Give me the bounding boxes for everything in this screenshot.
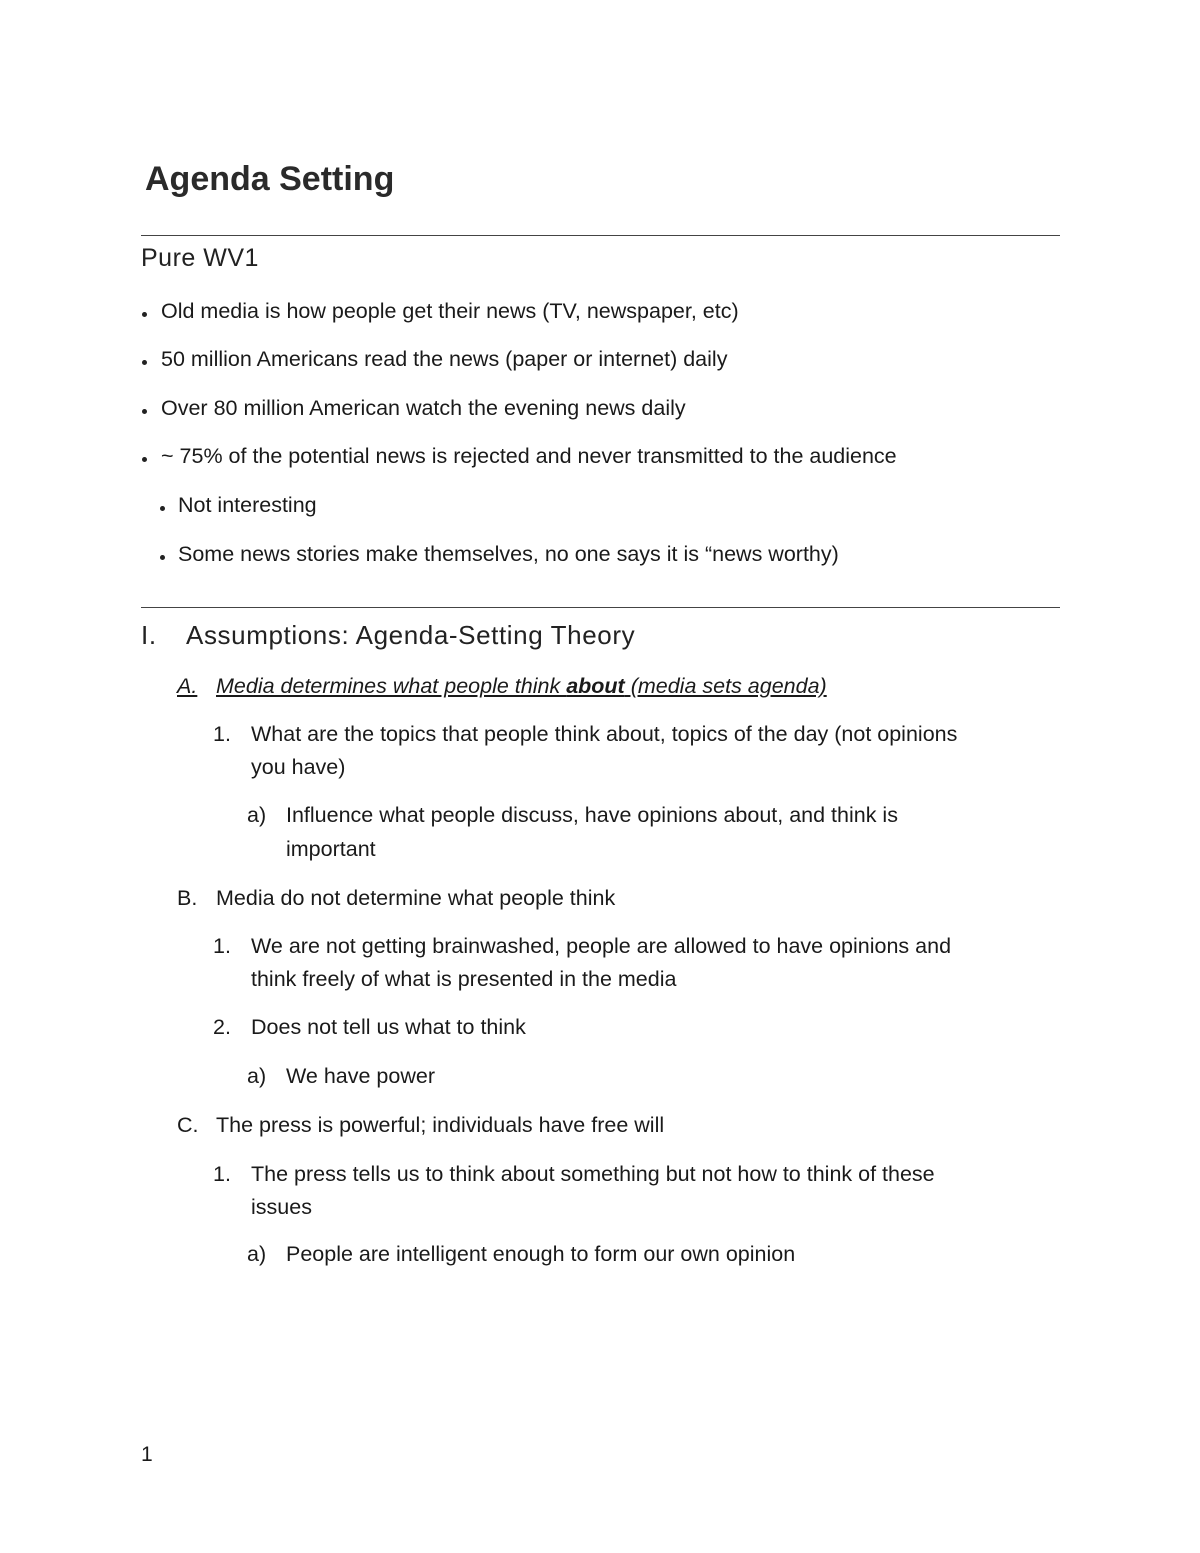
outline-label-c: C.: [177, 1113, 199, 1137]
outline-label-b: B.: [177, 886, 198, 910]
outline-text: issues: [251, 1195, 312, 1219]
bullet-item: 50 million Americans read the news (paper or internet) daily: [161, 347, 728, 371]
bullet-icon: [142, 409, 147, 414]
outline-text: We have power: [286, 1064, 435, 1088]
outline-num: 1.: [213, 934, 231, 958]
outline-num: 1.: [213, 722, 231, 746]
bullet-icon: [160, 555, 165, 560]
outline-label-a: A.: [177, 674, 198, 698]
outline-item-b: Media do not determine what people think: [216, 886, 616, 910]
sub-bullet-item: Some news stories make themselves, no one says it is “news worthy): [178, 542, 839, 566]
sub-bullet-item: Not interesting: [178, 493, 317, 517]
outline-text: People are intelligent enough to form our own opinion: [286, 1242, 796, 1266]
bullet-icon: [142, 457, 147, 462]
outline-item-c: The press is powerful; individuals have free will: [216, 1113, 665, 1137]
outline-item-a: [216, 674, 827, 699]
bullet-icon: [160, 506, 165, 511]
outline-item-a-text-end: (media sets agenda): [624, 674, 827, 698]
outline-label: a): [247, 1242, 267, 1266]
outline-text: The press tells us to think about something but not how to think of these: [251, 1162, 935, 1186]
outline-item-a-text: Media determines what people think: [216, 674, 567, 698]
bullet-item: ~ 75% of the potential news is rejected and never transmitted to the audience: [161, 444, 897, 468]
bullet-item: Old media is how people get their news (TV, newspaper, etc): [161, 299, 739, 323]
outline-text: Influence what people discuss, have opinions about, and think is: [286, 803, 898, 827]
title-divider: [141, 235, 1060, 236]
outline-num: 1.: [213, 1162, 231, 1186]
section-heading: Assumptions: Agenda-Setting Theory: [186, 620, 636, 650]
outline-item-a-bold: about: [566, 674, 625, 698]
outline-text: important: [286, 837, 376, 861]
outline-label: a): [247, 803, 267, 827]
outline-text: you have): [251, 755, 346, 779]
outline-text: Does not tell us what to think: [251, 1015, 526, 1039]
outline-num: 2.: [213, 1015, 231, 1039]
section-numeral: I.: [141, 620, 157, 650]
bullet-item: Over 80 million American watch the evening news daily: [161, 396, 686, 420]
section-divider: [141, 607, 1060, 608]
page-number: 1: [141, 1443, 153, 1466]
bullet-icon: [142, 360, 147, 365]
outline-text: think freely of what is presented in the media: [251, 967, 677, 991]
outline-text: What are the topics that people think about, topics of the day (not opinions: [251, 722, 958, 746]
outline-label: a): [247, 1064, 267, 1088]
page-title: Agenda Setting: [145, 160, 395, 198]
outline-text: We are not getting brainwashed, people are allowed to have opinions and: [251, 934, 952, 958]
subtitle: Pure WV1: [141, 244, 259, 272]
bullet-icon: [142, 312, 147, 317]
